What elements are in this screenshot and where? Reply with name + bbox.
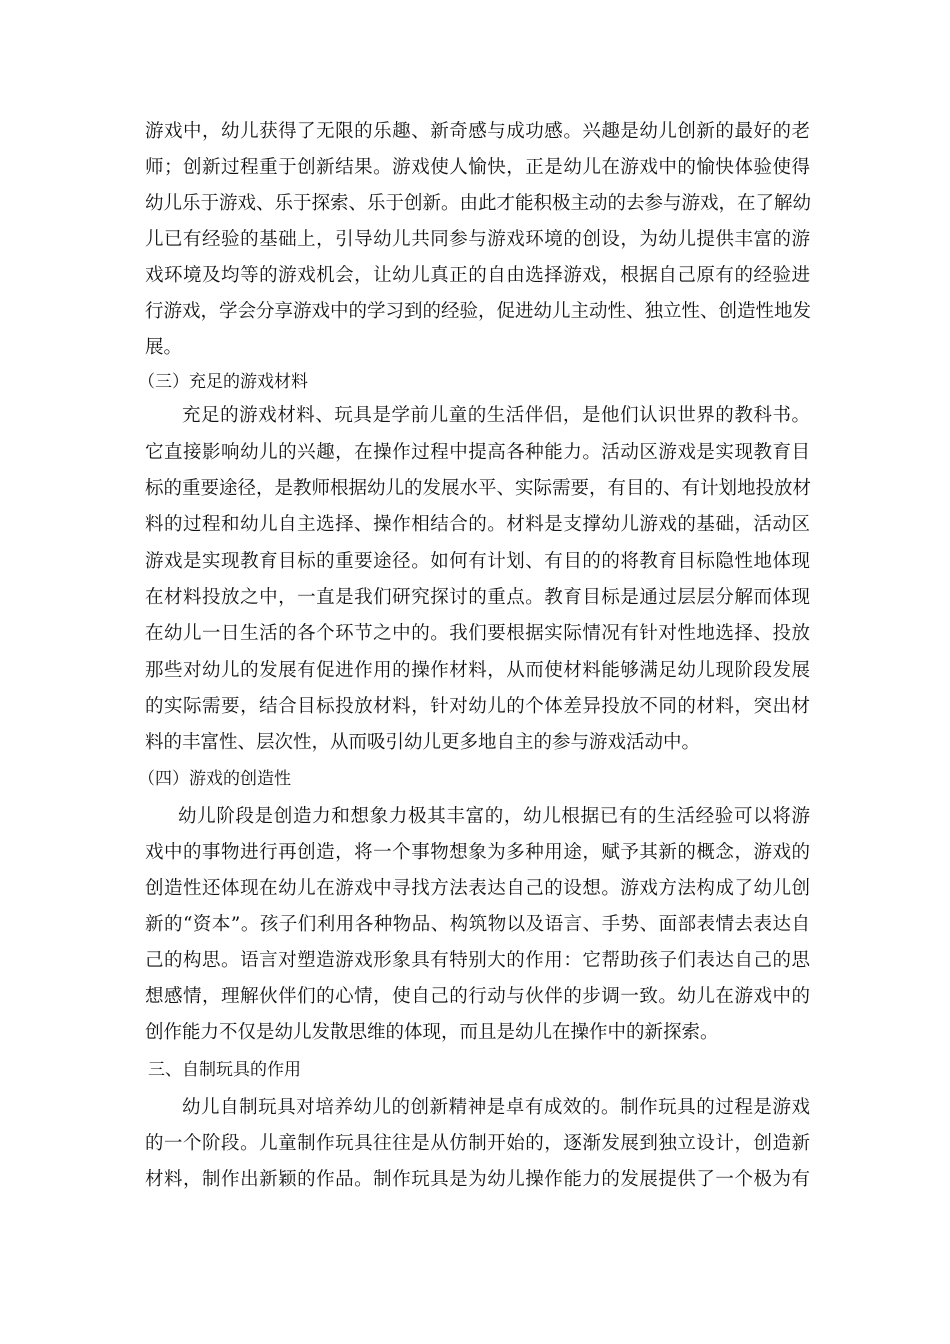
body-text-line: 戏中的事物进行再创造，将一个事物想象为多种用途，赋予其新的概念，游戏的 [145, 842, 810, 863]
body-text-line: 儿已有经验的基础上，引导幼儿共同参与游戏环境的创设，为幼儿提供丰富的游 [145, 229, 810, 250]
body-text-line: 在材料投放之中，一直是我们研究探讨的重点。教育目标是通过层层分解而体现 [145, 587, 810, 608]
body-text-line: 己的构思。语言对塑造游戏形象具有特别大的作用：它帮助孩子们表达自己的思 [145, 950, 810, 971]
body-text-line: 戏环境及均等的游戏机会，让幼儿真正的自由选择游戏，根据自己原有的经验进 [145, 265, 810, 286]
body-text-line: 行游戏，学会分享游戏中的学习到的经验，促进幼儿主动性、独立性、创造性地发 [145, 301, 812, 322]
body-text-line: 它直接影响幼儿的兴趣，在操作过程中提高各种能力。活动区游戏是实现教育目 [145, 442, 810, 463]
body-text-line: 新的“资本”。孩子们利用各种物品、构筑物以及语言、手势、面部表情去表达自 [145, 914, 810, 935]
body-text-line: 想感情，理解伙伴们的心情，使自己的行动与伙伴的步调一致。幼儿在游戏中的 [145, 986, 810, 1007]
body-text-line: 幼儿阶段是创造力和想象力极其丰富的，幼儿根据已有的生活经验可以将游 [178, 806, 810, 827]
body-text-line: 幼儿自制玩具对培养幼儿的创新精神是卓有成效的。制作玩具的过程是游戏 [182, 1097, 810, 1118]
body-text-line: 的一个阶段。儿童制作玩具往往是从仿制开始的，逐渐发展到独立设计，创造新 [145, 1133, 810, 1154]
section-heading: 三、自制玩具的作用 [148, 1060, 301, 1080]
body-text-line: 幼儿乐于游戏、乐于探索、乐于创新。由此才能积极主动的去参与游戏，在了解幼 [145, 193, 812, 214]
body-text-line: 充足的游戏材料、玩具是学前儿童的生活伴侣，是他们认识世界的教科书。 [182, 405, 810, 426]
body-text-line: 在幼儿一日生活的各个环节之中的。我们要根据实际情况有针对性地选择、投放 [145, 623, 810, 644]
body-text-line: 料的过程和幼儿自主选择、操作相结合的。材料是支撑幼儿游戏的基础，活动区 [145, 514, 810, 535]
body-text-line: 料的丰富性、层次性，从而吸引幼儿更多地自主的参与游戏活动中。 [145, 732, 701, 753]
body-text-line: 材料，制作出新颖的作品。制作玩具是为幼儿操作能力的发展提供了一个极为有 [145, 1169, 810, 1190]
body-text-line: 创作能力不仅是幼儿发散思维的体现，而且是幼儿在操作中的新探索。 [145, 1022, 719, 1043]
body-text-line: 师；创新过程重于创新结果。游戏使人愉快，正是幼儿在游戏中的愉快体验使得 [145, 157, 810, 178]
body-text-line: 游戏中，幼儿获得了无限的乐趣、新奇感与成功感。兴趣是幼儿创新的最好的老 [145, 121, 810, 142]
subsection-heading: （三）充足的游戏材料 [138, 372, 308, 392]
body-text-line: 创造性还体现在幼儿在游戏中寻找方法表达自己的设想。游戏方法构成了幼儿创 [145, 878, 810, 899]
body-text-line: 标的重要途径，是教师根据幼儿的发展水平、实际需要，有目的、有计划地投放材 [145, 478, 812, 499]
body-text-line: 那些对幼儿的发展有促进作用的操作材料，从而使材料能够满足幼儿现阶段发展 [145, 660, 810, 681]
body-text-line: 游戏是实现教育目标的重要途径。如何有计划、有目的的将教育目标隐性地体现 [145, 551, 810, 572]
body-text-line: 的实际需要，结合目标投放材料，针对幼儿的个体差异投放不同的材料，突出材 [145, 696, 810, 717]
body-text-line: 展。 [145, 337, 183, 358]
subsection-heading: （四）游戏的创造性 [138, 769, 291, 789]
